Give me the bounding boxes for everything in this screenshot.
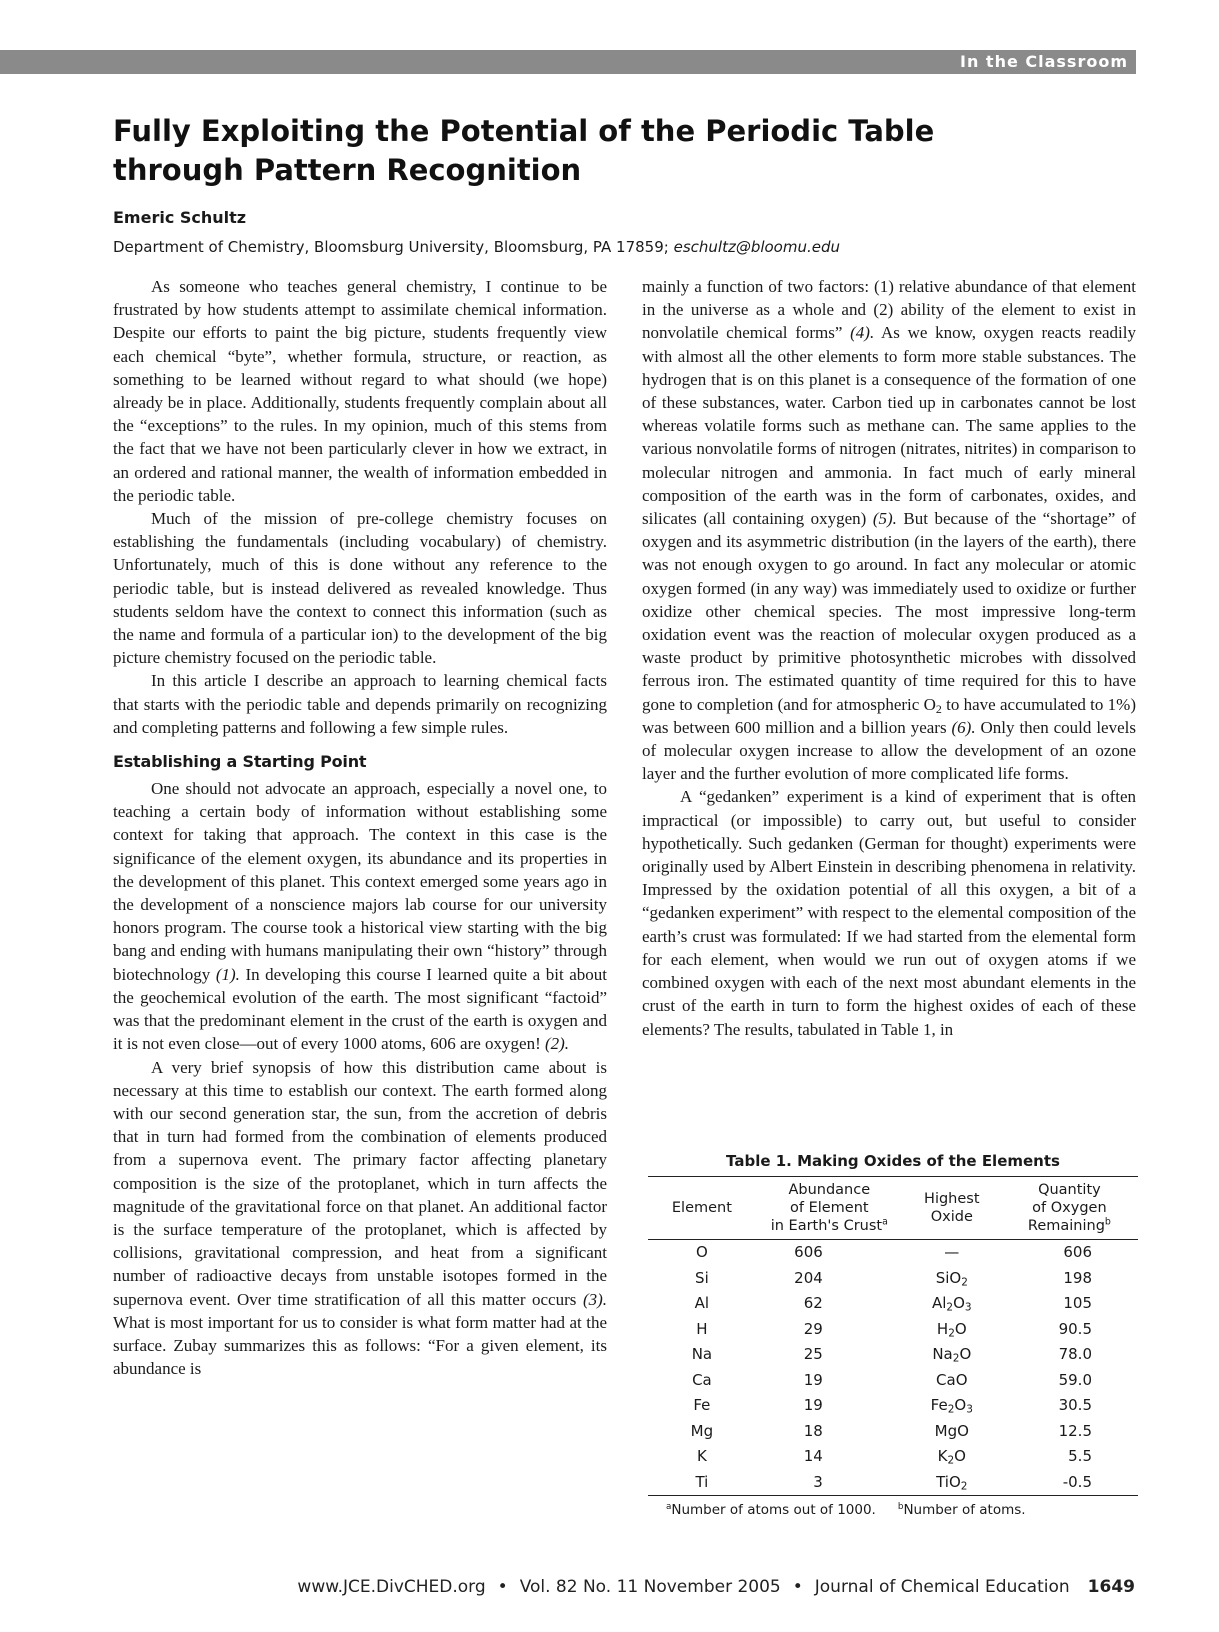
table-body	[648, 1240, 1138, 1496]
col-header-oxide	[903, 1177, 1001, 1240]
cell-element: Ca	[692, 1370, 712, 1389]
section-heading: Establishing a Starting Point	[113, 752, 367, 772]
cell-element: Al	[694, 1294, 710, 1312]
table-row	[648, 1240, 1138, 1266]
cell-oxide	[903, 1240, 1001, 1266]
col-header-quantity	[1001, 1177, 1138, 1240]
citation: (1).	[215, 964, 240, 984]
text-run: As we know, oxygen reacts readily with almost all the other elements to form more stable substances. The hydrogen that is on this planet is a consequence of the formation of one of these substances, water. Carbon tied up in carbonates cannot be lost whereas volatile forms such as methane can. The same applies to the various nonvolatile forms of nitrogen (nitrates, nitrites) in comparison to molecular nitrogen and ammonia. In fact much of early mineral composition of the earth was in the form of carbonates, oxides, and silicates (all containing oxygen)	[642, 323, 1136, 529]
table-row	[648, 1291, 1138, 1317]
cell-element: Mg	[690, 1421, 714, 1440]
formula-part: Ti	[936, 1472, 949, 1491]
cell-element: H	[696, 1319, 708, 1338]
left-column	[113, 275, 607, 1380]
citation: (5).	[872, 509, 897, 529]
formula-part: CaO	[936, 1370, 968, 1389]
article-title: Fully Exploiting the Potential of the Periodic Table through Pattern Recognition	[113, 114, 935, 187]
cell-element: Ti	[695, 1472, 709, 1491]
citation: (2).	[544, 1034, 570, 1054]
footnote-mark: a	[882, 1216, 888, 1228]
footnote-mark: b	[1104, 1216, 1111, 1228]
table-row	[648, 1342, 1138, 1368]
col-header-abundance	[756, 1177, 903, 1240]
citation: (6).	[951, 717, 976, 737]
table-row	[648, 1368, 1138, 1394]
formula-part: Na	[932, 1345, 953, 1363]
cell-oxide	[903, 1419, 1001, 1445]
footnote-text: Number of atoms out of 1000.	[671, 1502, 876, 1518]
footer-issue: Vol. 82 No. 11 November 2005	[519, 1577, 781, 1597]
formula-part: O	[949, 1268, 962, 1287]
text-run: Only then could levels of molecular oxygen increase to allow the development of an ozone layer and the further evolution of more complicated life forms.	[642, 717, 1136, 784]
paragraph	[642, 275, 1136, 785]
formula-part: O	[948, 1472, 961, 1491]
cell-abundance: 19	[803, 1396, 823, 1414]
right-column	[642, 275, 1136, 1041]
cell-element: O	[695, 1243, 708, 1261]
table-row	[648, 1393, 1138, 1419]
text-run: mainly a function of two factors: (1) relative abundance of that element in the universe as a whole and (2) ability of the element to exist in nonvolatile chemical forms”	[642, 277, 1136, 343]
table-caption: Table 1. Making Oxides of the Elements	[726, 1152, 1060, 1170]
formula-subscript: 2	[960, 1480, 968, 1493]
table-row	[648, 1444, 1138, 1470]
cell-element: Na	[691, 1345, 713, 1363]
cell-abundance: 204	[794, 1268, 823, 1287]
cell-oxygen-remaining: 105	[1063, 1294, 1092, 1312]
text-run: But because of the “shortage” of oxygen and its asymmetric distribution (in the layers of the earth), there was not enough oxygen to go around. In fact any molecular or atomic oxygen formed (in any way) was immediately used to oxidize or further oxidize other chemical species. The most impressive long-term oxidation event was the reaction of molecular oxygen produced as a waste product by primitive photosynthetic microbes with dissolved ferrous iron. The estimated quantity of time required for this to have gone to completion (and for atmospheric O	[642, 509, 1137, 714]
cell-oxygen-remaining: 90.5	[1058, 1319, 1092, 1338]
header-line: of Element	[789, 1200, 869, 1216]
formula-part: K	[937, 1447, 948, 1465]
formula-part: H	[936, 1319, 949, 1338]
header-line: Abundance	[788, 1182, 871, 1198]
formula-part: Al	[931, 1294, 947, 1312]
table-header-row	[648, 1177, 1138, 1240]
cell-oxygen-remaining: -0.5	[1062, 1472, 1092, 1491]
page-number: 1649	[1087, 1577, 1135, 1597]
footer-separator: •	[792, 1577, 803, 1597]
cell-abundance: 62	[803, 1294, 823, 1312]
cell-oxide	[903, 1342, 1001, 1368]
cell-oxide	[903, 1444, 1001, 1470]
formula-subscript: 2	[961, 1276, 968, 1289]
header-line: Quantity	[1038, 1182, 1101, 1198]
oxides-table	[648, 1176, 1138, 1496]
paragraph	[113, 1056, 607, 1381]
formula-subscript: 2	[947, 1454, 955, 1467]
cell-element: Fe	[693, 1396, 711, 1414]
cell-oxide	[903, 1470, 1001, 1496]
author-email: eschultz@bloomu.edu	[673, 238, 841, 256]
author-affiliation	[113, 238, 840, 256]
cell-oxygen-remaining: 5.5	[1068, 1447, 1092, 1465]
formula-part: Fe	[930, 1396, 948, 1414]
header-line: in Earth's Crust	[770, 1218, 883, 1234]
cell-element: Si	[695, 1268, 709, 1287]
cell-oxygen-remaining: 12.5	[1058, 1421, 1092, 1440]
cell-oxygen-remaining: 30.5	[1058, 1396, 1092, 1414]
cell-oxide	[903, 1266, 1001, 1292]
cell-abundance: 14	[803, 1447, 823, 1465]
table-footnotes	[648, 1502, 1138, 1518]
subscript: 2	[935, 701, 942, 716]
text-run: A very brief synopsis of how this distribution came about is necessary at this time to establish our context. The earth formed along with our second generation star, the sun, from the accretion of debris that in turn had formed from the combination of elements produced from a supernova event. The primary factor affecting planetary composition is the size of the protoplanet, which in turn affects the magnitude of the gravitational force on that planet. An additional factor is the surface temperature of the protoplanet, which is affected by collisions, gravitational compression, and heat from a significant number of radioactive decays from unstable isotopes formed in the supernova event. Over time stratification of all this matter occurs	[113, 1057, 607, 1309]
formula-subscript: 2	[952, 1352, 960, 1365]
footer-separator: •	[497, 1577, 508, 1597]
cell-oxide	[903, 1291, 1001, 1317]
footnote-text: Number of atoms.	[903, 1502, 1026, 1518]
formula-part: MgO	[934, 1421, 969, 1440]
formula-subscript: 3	[964, 1301, 972, 1314]
cell-oxygen-remaining: 78.0	[1058, 1345, 1092, 1363]
cell-abundance: 18	[803, 1421, 823, 1440]
section-header-bar	[0, 50, 1136, 74]
table-row	[648, 1317, 1138, 1343]
paragraph: Much of the mission of pre-college chemistry focuses on establishing the fundamentals (including vocabulary) of chemistry. Unfortunately, much of this is done without any reference to the periodic table, but is instead delivered as revealed knowledge. Thus students seldom have the context to connect this information (such as the name and formula of a particular ion) to the development of the big picture chemistry focused on the periodic table.	[113, 509, 607, 668]
cell-abundance: 25	[803, 1345, 823, 1363]
section-label: In the Classroom	[960, 52, 1128, 71]
formula-part: O	[954, 1396, 967, 1414]
formula-subscript: 2	[947, 1403, 955, 1416]
footnote-mark: b	[897, 1501, 904, 1512]
formula-part: Si	[935, 1268, 950, 1287]
formula-part: O	[953, 1294, 965, 1312]
table-row	[648, 1470, 1138, 1496]
cell-abundance: 606	[794, 1243, 823, 1261]
formula-subscript: 2	[948, 1327, 955, 1340]
text-run: One should not advocate an approach, especially a novel one, to teaching a certain body of information without establishing some context for taking that approach. The context in this case is the significance of the element oxygen, its abundance and its properties in the development of this planet. This context emerged some years ago in the development of a nonscience majors lab course for our university honors program. The course took a historical view starting with the big bang and ending with humans manipulating their own “history” through biotechnology	[113, 779, 607, 984]
cell-oxide	[903, 1368, 1001, 1394]
text-run: to have accumulated to 1%) was between 600 million and a billion years	[642, 694, 1136, 737]
footer-website: www.JCE.DivCHED.org	[297, 1577, 486, 1597]
footnote-b	[898, 1502, 1026, 1518]
cell-oxygen-remaining: 606	[1063, 1243, 1092, 1261]
footnote-mark: a	[666, 1501, 672, 1512]
paragraph	[113, 777, 607, 1055]
affiliation-text: Department of Chemistry, Bloomsburg University, Bloomsburg, PA 17859;	[113, 238, 669, 256]
citation: (4).	[850, 323, 875, 343]
text-run: In developing this course I learned quite a bit about the geochemical evolution of the earth. The most significant “factoid” was that the predominant element in the crust of the earth is oxygen and it is not even close—out of every 1000 atoms, 606 are oxygen!	[113, 964, 608, 1054]
author-name: Emeric Schultz	[113, 208, 247, 227]
cell-element: K	[696, 1447, 707, 1465]
cell-oxide	[903, 1317, 1001, 1343]
oxides-table-block	[648, 1152, 1138, 1518]
header-line: Highest	[924, 1191, 980, 1207]
footnote-a	[666, 1502, 876, 1518]
cell-oxygen-remaining: 198	[1063, 1268, 1092, 1287]
cell-abundance: 19	[803, 1370, 823, 1389]
formula-part: —	[944, 1243, 960, 1261]
col-header-element: Element	[648, 1177, 756, 1240]
formula-part: O	[954, 1319, 967, 1338]
cell-oxygen-remaining: 59.0	[1058, 1370, 1092, 1389]
formula-part: O	[959, 1345, 972, 1363]
cell-abundance: 29	[803, 1319, 823, 1338]
header-line: of Oxygen	[1032, 1200, 1107, 1216]
table-row	[648, 1266, 1138, 1292]
paragraph: A “gedanken” experiment is a kind of experiment that is often impractical (or impossible) to carry out, but useful to consider hypothetically. Such gedanken (German for thought) experiments were originally used by Albert Einstein in describing phenomena in relativity. Impressed by the oxidation potential of all this oxygen, a bit of a “gedanken experiment” with respect to the elemental composition of the earth’s crust was formulated: If we had started from the elemental form for each element, when would we run out of oxygen atoms if we combined oxygen with each of the next most abundant elements in the crust of the earth in turn to form the highest oxides of each of these elements? The results, tabulated in Table 1, in	[642, 787, 1136, 1039]
table-row	[648, 1419, 1138, 1445]
cell-oxide	[903, 1393, 1001, 1419]
header-line: Remaining	[1027, 1218, 1105, 1234]
text-run: What is most important for us to consider is what form matter had at the surface. Zubay summarizes this as follows: “For a given element, its abundance is	[113, 1312, 607, 1379]
formula-subscript: 2	[946, 1301, 954, 1314]
paragraph: As someone who teaches general chemistry, I continue to be frustrated by how students attempt to assimilate chemical information. Despite our efforts to paint the big picture, students frequently view each chemical “byte”, whether formula, structure, or reaction, as something to be learned without regard to what should (we hope) already be in place. Additionally, students frequently complain about all the “exceptions” to the rules. In my opinion, much of this stems from the fact that we have not been particularly clever in how we extract, in an ordered and rational manner, the wealth of information embedded in the periodic table.	[113, 277, 607, 505]
formula-part: O	[954, 1447, 966, 1465]
page-footer	[225, 1577, 1135, 1597]
formula-subscript: 3	[966, 1403, 973, 1416]
cell-abundance: 3	[813, 1472, 823, 1491]
footer-journal: Journal of Chemical Education	[814, 1577, 1070, 1597]
header-line: Oxide	[930, 1209, 973, 1225]
paragraph: In this article I describe an approach to learning chemical facts that starts with the periodic table and depends primarily on recognizing and completing patterns and following a few simple rules.	[113, 671, 607, 737]
citation: (3).	[582, 1289, 608, 1309]
